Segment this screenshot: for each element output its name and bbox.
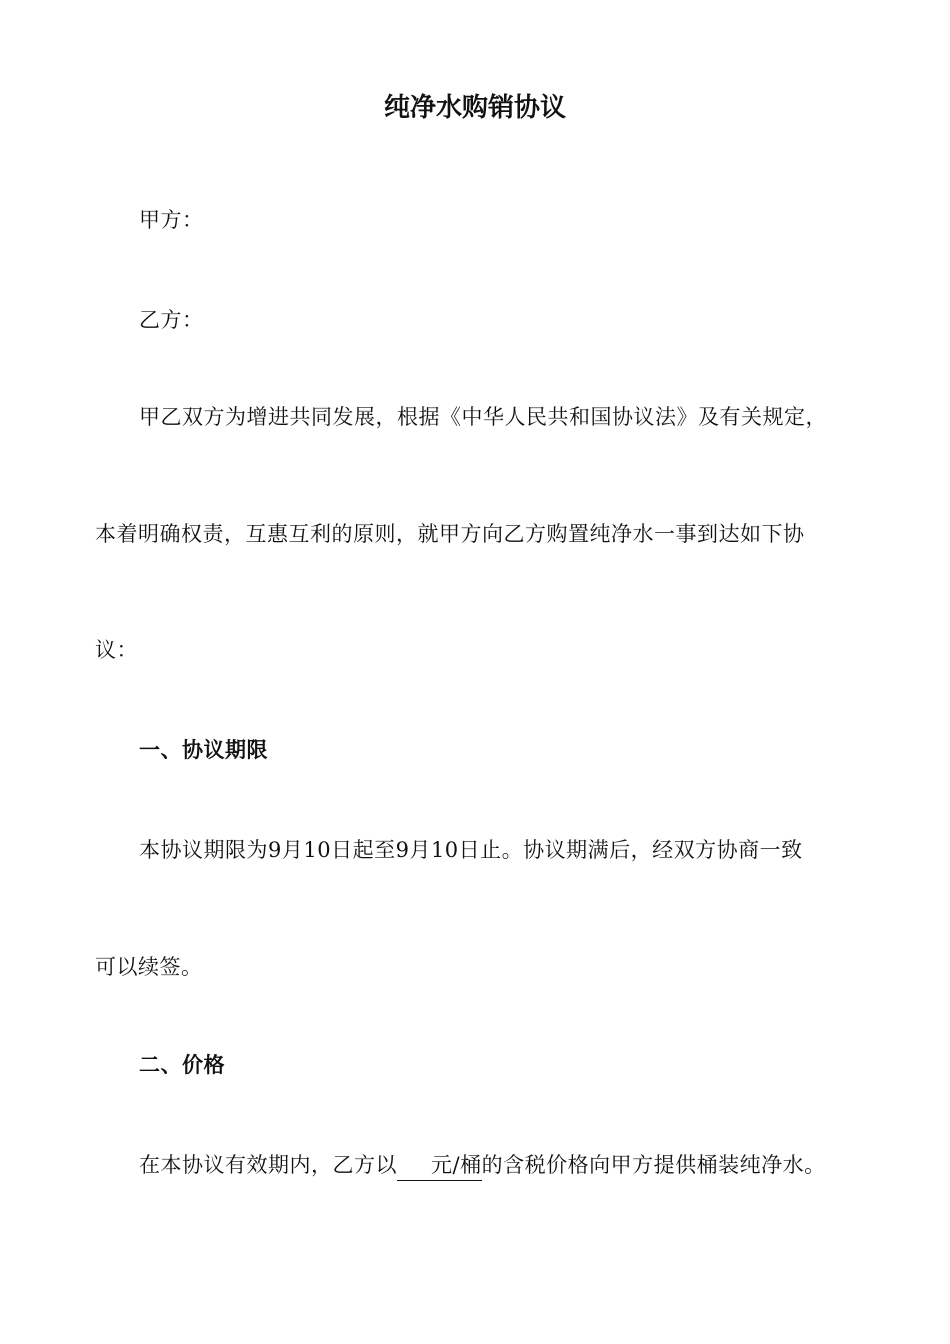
document-title: 纯净水购销协议 — [383, 93, 566, 123]
intro-line-2: 本着明确权责，互惠互利的原则，就甲方向乙方购置纯净水一事到达如下协 — [95, 522, 805, 546]
intro-line-1: 甲乙双方为增进共同发展，根据《中华人民共和国协议法》及有关规定， — [139, 405, 827, 429]
price-unit: 元/桶 — [431, 1153, 482, 1177]
party-b-label: 乙方： — [139, 308, 204, 332]
party-a-label: 甲方： — [139, 208, 204, 232]
section-heading-term: 一、协议期限 — [139, 738, 268, 762]
price-clause — [139, 1148, 865, 1182]
price-blank-field — [397, 1150, 482, 1181]
price-prefix: 在本协议有效期内，乙方以 — [139, 1153, 397, 1177]
section-heading-price: 二、价格 — [139, 1053, 225, 1077]
price-suffix: 的含税价格向甲方提供桶装纯净水。 — [481, 1153, 826, 1177]
intro-line-3: 议： — [95, 638, 138, 662]
term-line-1: 本协议期限为9月10日起至9月10日止。协议期满后，经双方协商一致 — [139, 838, 803, 862]
term-line-2: 可以续签。 — [95, 955, 203, 979]
